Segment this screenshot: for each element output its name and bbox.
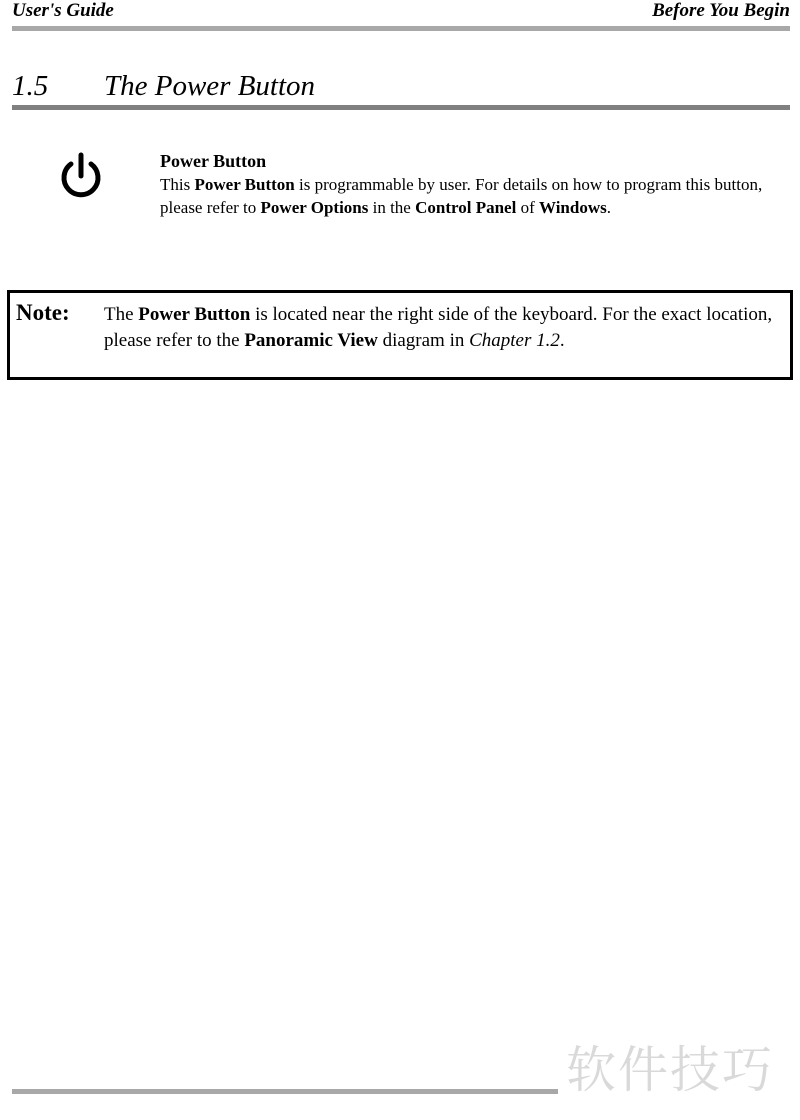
section-title: The Power Button bbox=[104, 70, 316, 102]
note-segment: . bbox=[559, 330, 565, 351]
note-bold: Power Button bbox=[138, 304, 251, 325]
note-segment: The bbox=[104, 304, 139, 325]
note-bold: Panoramic View bbox=[244, 330, 378, 351]
desc-bold: Power Options bbox=[260, 198, 369, 217]
note-italic: Chapter 1.2 bbox=[469, 330, 560, 351]
desc-text: of bbox=[516, 198, 539, 217]
desc-text: . bbox=[606, 198, 611, 217]
desc-bold: Control Panel bbox=[415, 198, 517, 217]
note-segment: is located near the right side of the keyboard. For the exact location, please refer to the bbox=[104, 304, 773, 351]
note-box bbox=[7, 290, 793, 380]
power-icon bbox=[56, 152, 106, 202]
page-header bbox=[12, 0, 790, 22]
note-text bbox=[104, 302, 784, 354]
note-label: Note: bbox=[16, 300, 70, 325]
desc-bold: Windows bbox=[539, 198, 607, 217]
section-number: 1.5 bbox=[12, 70, 49, 102]
section-rule bbox=[12, 105, 790, 110]
item-title: Power Button bbox=[160, 151, 267, 171]
header-rule bbox=[12, 26, 790, 31]
desc-text: This bbox=[160, 175, 195, 194]
header-chapter-title: Before You Begin bbox=[652, 0, 790, 21]
desc-text: in the bbox=[368, 198, 416, 217]
footer-rule bbox=[12, 1089, 558, 1094]
item-description bbox=[160, 173, 790, 219]
header-guide-title: User's Guide bbox=[12, 0, 114, 21]
desc-bold: Power Button bbox=[194, 175, 295, 194]
power-button-description bbox=[160, 150, 790, 219]
watermark: 软件技巧 bbox=[566, 1041, 774, 1099]
desc-text: is programmable by user. For details on how to program this button, please refer to bbox=[160, 175, 763, 217]
note-segment: diagram in bbox=[377, 330, 470, 351]
